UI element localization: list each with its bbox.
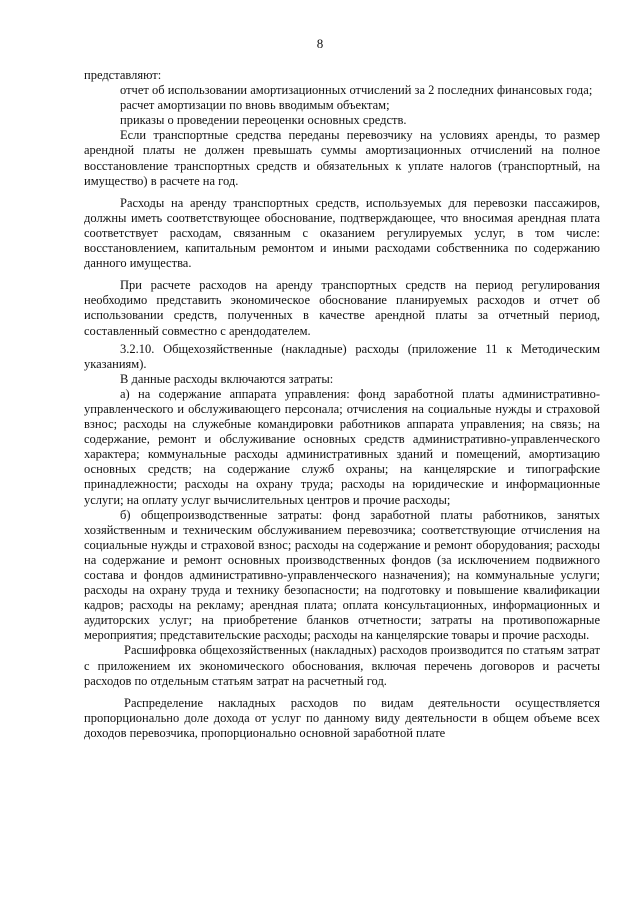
list-item: а) на содержание аппарата управления: фонд заработной платы административно-управленческого и обслуживающего персонала; отчисления на социальные нужды и страховой взнос; расходы на служебные командировки работников аппарата управления; на связь; на содержание, ремонт и обслуживание основных средств административно-управленческого характера; коммунальные расходы административных зданий и помещений, амортизацию основных средств; на содержание служб охраны; на канцелярские и типографские принадлежности; расходы на охрану труда; расходы на юридические и информационные услуги; на оплату услуг вычислительных центров и прочие расходы; (84, 386, 600, 507)
paragraph: При расчете расходов на аренду транспортных средств на период регулирования необходимо представить экономическое обоснование планируемых расходов и отчет об использовании средств, полученных в качестве арендной платы за отчетный период, составленный совместно с арендодателем. (84, 278, 600, 338)
list-item: б) общепроизводственные затраты: фонд заработной платы работников, занятых хозяйственным и техническим обслуживанием перевозчика; соответствующие отчисления на социальные нужды и страховой взнос; расходы на содержание и ремонт оборудования; расходы на содержание и ремонт основных производственных фондов (за исключением подвижного состава и фондов административно-управленческого назначения); на коммунальные услуги; расходы на охрану труда и технику безопасности; на подготовку и повышение квалификации кадров; расходы на рекламу; арендная плата; оплата консультационных, информационных и аудиторских услуг; на приобретение бланков отчетности; затраты на противопожарные мероприятия; представительские расходы; расходы на канцелярские товары и прочие расходы. (84, 507, 600, 643)
paragraph: приказы о проведении переоценки основных средств. (120, 113, 407, 128)
paragraph: отчет об использовании амортизационных отчислений за 2 последних финансовых года; (120, 83, 593, 98)
paragraph: представляют: (84, 68, 162, 82)
paragraph: Расшифровка общехозяйственных (накладных) расходов производится по статьям затрат с приложением их экономического обоснования, включая перечень договоров и расчеты расходов по отдельным статьям затрат на расчетный год. (84, 643, 600, 688)
section-heading: 3.2.10. Общехозяйственные (накладные) расходы (приложение 11 к Методическим указаниям). (84, 341, 600, 371)
paragraph: В данные расходы включаются затраты: (120, 371, 334, 386)
paragraph: расчет амортизации по вновь вводимым объектам; (120, 98, 390, 113)
paragraph: Если транспортные средства переданы перевозчику на условиях аренды, то размер арендной платы не должен превышать суммы амортизационных отчислений на полное восстановление транспортных средств и обязательных к уплате налогов (транспортный, на имущество) в расчете на год. (84, 128, 600, 188)
document-body (84, 68, 600, 741)
page-number: 8 (316, 36, 324, 51)
paragraph: Расходы на аренду транспортных средств, используемых для перевозки пассажиров, должны иметь соответствующее обоснование, подтверждающее, что вносимая арендная плата соответствует расходам, связанным с оказанием регулируемых услуг, в том числе: восстановлением, капитальным ремонтом и иными расходами собственника по содержанию данного имущества. (84, 195, 600, 271)
paragraph: Распределение накладных расходов по видам деятельности осуществляется пропорционально доле дохода от услуг по данному виду деятельности в общем объеме всех доходов перевозчика, пропорционально основной заработной плате (84, 695, 600, 740)
